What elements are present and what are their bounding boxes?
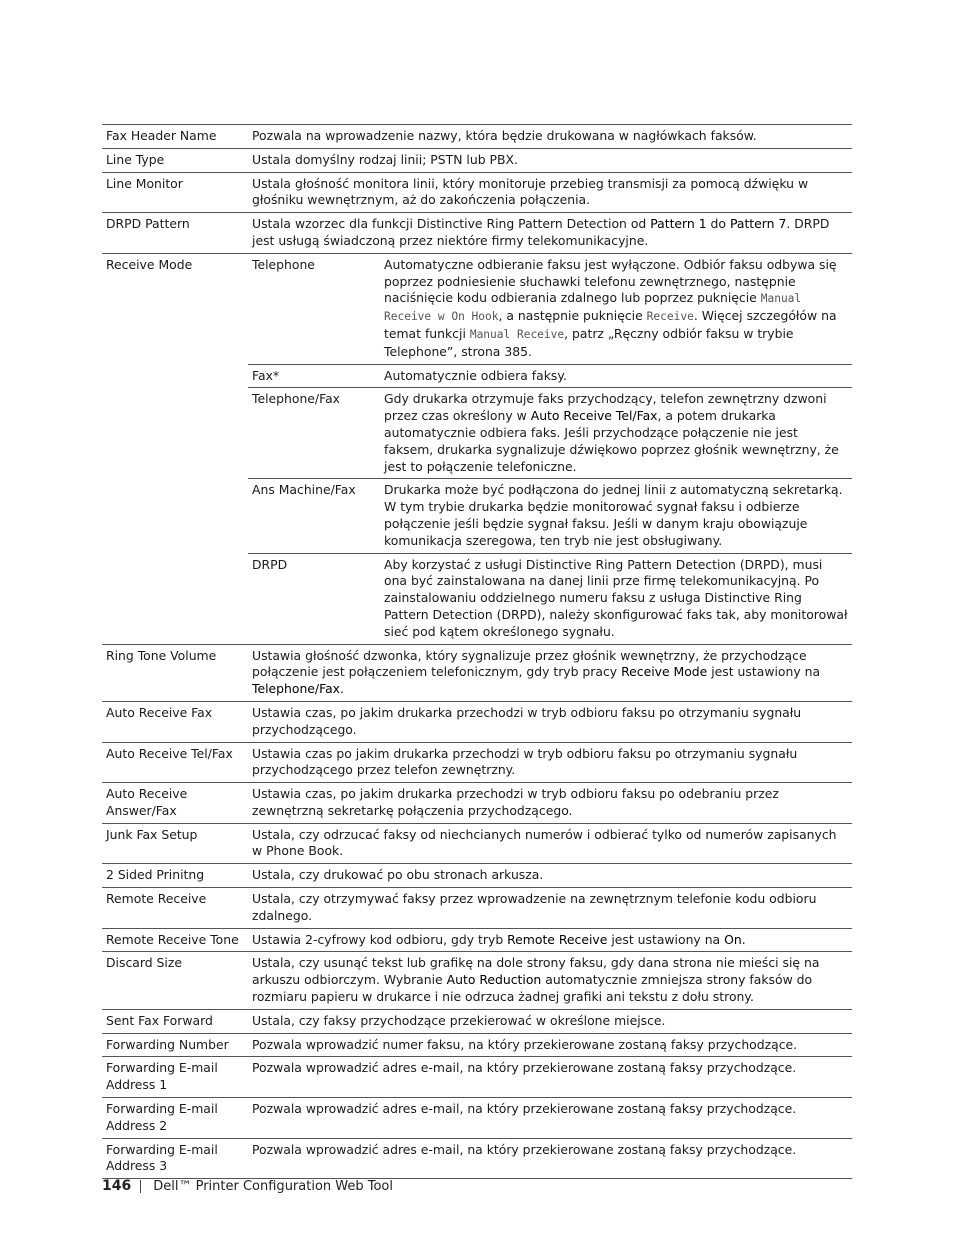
desc-text: .	[741, 931, 746, 947]
option-value: Pattern 1	[650, 216, 707, 232]
setting-name: DRPD Pattern	[102, 213, 248, 254]
setting-name: 2 Sided Prinitng	[102, 864, 248, 888]
desc-text: jest ustawiony na	[607, 931, 725, 947]
setting-name: Remote Receive	[102, 888, 248, 929]
setting-name: Discard Size	[102, 952, 248, 1009]
table-row	[102, 644, 852, 701]
option-value: Receive Mode	[621, 664, 708, 680]
setting-description: Ustala domyślny rodzaj linii; PSTN lub PBX.	[248, 148, 852, 172]
table-row	[102, 172, 852, 213]
table-row	[102, 783, 852, 824]
option-value: Auto Reduction	[446, 972, 542, 988]
desc-text: , a następnie puknięcie	[498, 308, 647, 324]
setting-name: Fax Header Name	[102, 125, 248, 149]
setting-name: Sent Fax Forward	[102, 1009, 248, 1033]
setting-name: Auto Receive Answer/Fax	[102, 783, 248, 824]
receive-mode-subtable	[248, 254, 852, 644]
setting-name: Forwarding E-mail Address 1	[102, 1057, 248, 1098]
setting-name: Auto Receive Fax	[102, 701, 248, 742]
desc-text: Ustawia głośność dzwonka, który sygnalizuje przez głośnik wewnętrzny, że przychodzące połączenie jest połączeniem telefonicznym, gdy tryb pracy	[252, 647, 807, 680]
option-description: Drukarka może być podłączona do jednej linii z automatyczną sekretarką. W tym trybie drukarka będzie monitorować sygnał faksu i odbierze połączenie jeśli będzie sygnał faksu. Jeśli w danym kraju obowiązuje komunikacja szeregowa, ten tryb nie jest obsługiwany.	[380, 479, 852, 553]
desc-text: Ustawia 2-cyfrowy kod odbioru, gdy tryb	[252, 931, 508, 947]
setting-description: Pozwala wprowadzić adres e-mail, na który przekierowane zostaną faksy przychodzące.	[248, 1098, 852, 1139]
setting-description: Pozwala wprowadzić adres e-mail, na który przekierowane zostaną faksy przychodzące.	[248, 1057, 852, 1098]
option-name: Telephone	[252, 256, 315, 272]
setting-name: Auto Receive Tel/Fax	[102, 742, 248, 783]
option-value: On	[724, 931, 742, 947]
option-name: Telephone/Fax	[248, 388, 380, 479]
desc-text: .	[340, 681, 344, 697]
setting-description: Pozwala wprowadzić numer faksu, na który przekierowane zostaną faksy przychodzące.	[248, 1033, 852, 1057]
table-row	[102, 1138, 852, 1179]
desc-text: jest ustawiony na	[707, 664, 821, 680]
setting-name: Line Type	[102, 148, 248, 172]
option-description	[380, 388, 852, 479]
subtable-row	[248, 254, 852, 364]
setting-name: Remote Receive Tone	[102, 928, 248, 952]
table-row	[102, 928, 852, 952]
table-row	[102, 213, 852, 254]
subtable-row	[248, 388, 852, 479]
ui-command: Receive	[646, 310, 694, 324]
setting-name: Ring Tone Volume	[102, 644, 248, 701]
setting-description: Ustala, czy odrzucać faksy od niechcianych numerów i odbierać tylko od numerów zapisanych w Phone Book.	[248, 823, 852, 864]
setting-description: Ustawia czas, po jakim drukarka przechodzi w tryb odbioru faksu po otrzymaniu sygnału przychodzącego.	[248, 701, 852, 742]
footer-title: Dell™ Printer Configuration Web Tool	[153, 1178, 393, 1194]
desc-text: . Więcej szczegółów na temat funkcji	[384, 308, 837, 341]
setting-name: Forwarding E-mail Address 3	[102, 1138, 248, 1179]
subtable-row	[248, 364, 852, 388]
setting-name: Forwarding E-mail Address 2	[102, 1098, 248, 1139]
setting-description: Pozwala wprowadzić adres e-mail, na który przekierowane zostaną faksy przychodzące.	[248, 1138, 852, 1179]
option-description: Aby korzystać z usługi Distinctive Ring Pattern Detection (DRPD), musi ona być zainstalowana na danej linii prze firmę telekomunikacyjną. Po zainstalowaniu oddzielnego numeru faksu z usługa Distinctive Ring Pattern Detection (DRPD), należy skonfigurować faks tak, aby monitorował sieć pod kątem określonego sygnału.	[380, 553, 852, 643]
subtable-row	[248, 553, 852, 643]
setting-description: Ustala, czy otrzymywać faksy przez wprowadzenie na zewnętrznym telefonie kodu odbioru zdalnego.	[248, 888, 852, 929]
option-value: Pattern 7	[729, 216, 787, 232]
setting-description	[248, 644, 852, 701]
settings-table	[102, 124, 852, 1179]
table-row	[102, 888, 852, 929]
option-name: Ans Machine/Fax	[248, 479, 380, 553]
table-row	[102, 1033, 852, 1057]
table-row	[102, 952, 852, 1009]
table-row	[102, 1057, 852, 1098]
footer-separator	[140, 1180, 141, 1193]
setting-description: Ustala, czy faksy przychodzące przekierować w określone miejsce.	[248, 1009, 852, 1033]
table-row	[102, 148, 852, 172]
setting-name: Forwarding Number	[102, 1033, 248, 1057]
desc-text: Gdy drukarka otrzymuje faks przychodzący, telefon zewnętrzny dzwoni przez czas określony w	[384, 391, 827, 424]
table-row	[102, 253, 852, 644]
option-name: Fax*	[248, 364, 380, 388]
setting-description	[248, 928, 852, 952]
setting-description: Pozwala na wprowadzenie nazwy, która będzie drukowana w nagłówkach faksów.	[248, 125, 852, 149]
table-row	[102, 742, 852, 783]
setting-description: Ustala głośność monitora linii, który monitoruje przebieg transmisji za pomocą dźwięku w głośniku wewnętrznym, aż do zakończenia połączenia.	[248, 172, 852, 213]
table-row	[102, 864, 852, 888]
option-value: Auto Receive Tel/Fax	[530, 408, 658, 424]
option-value: Remote Receive	[507, 931, 608, 947]
setting-name: Junk Fax Setup	[102, 823, 248, 864]
subtable-row	[248, 479, 852, 553]
ui-command: Manual Receive w On Hook	[384, 292, 802, 324]
option-description: Automatycznie odbiera faksy.	[380, 364, 852, 388]
table-row	[102, 701, 852, 742]
table-row	[102, 1098, 852, 1139]
setting-name: Line Monitor	[102, 172, 248, 213]
table-row	[102, 1009, 852, 1033]
desc-text: , patrz „Ręczny odbiór faksu w trybie Telephone”, strona 385.	[384, 325, 794, 359]
desc-text: Ustala wzorzec dla funkcji Distinctive Ring Pattern Detection od	[252, 216, 651, 232]
setting-name: Receive Mode	[102, 253, 248, 644]
setting-description	[248, 952, 852, 1009]
table-row	[102, 125, 852, 149]
desc-text: do	[706, 216, 730, 232]
setting-description: Ustawia czas, po jakim drukarka przechodzi w tryb odbioru faksu po odebraniu przez zewnętrzną sekretarkę połączenia przychodzącego.	[248, 783, 852, 824]
option-value: Telephone/Fax	[252, 681, 341, 697]
desc-text: , a potem drukarka automatycznie odbiera faks. Jeśli przychodzące połączenie nie jest faksem, drukarka sygnalizuje dźwiękowo poprzez głośnik wewnętrzny, że jest to połączenie telefoniczne.	[384, 408, 839, 474]
page-footer	[102, 1178, 393, 1194]
setting-description	[248, 213, 852, 254]
option-name: DRPD	[248, 553, 380, 643]
desc-text: Ustala, czy usunąć tekst lub grafikę na dole strony faksu, gdy dana strona nie mieści się na arkuszu odbiorczym. Wybranie	[252, 955, 820, 988]
ui-command: Manual Receive	[469, 327, 565, 341]
setting-description: Ustawia czas po jakim drukarka przechodzi w tryb odbioru faksu po otrzymaniu sygnału przychodzącego przez telefon zewnętrzny.	[248, 742, 852, 783]
setting-description: Ustala, czy drukować po obu stronach arkusza.	[248, 864, 852, 888]
page-number: 146	[102, 1178, 132, 1194]
desc-text: Automatyczne odbieranie faksu jest wyłączone. Odbiór faksu odbywa się poprzez podniesienie słuchawki telefonu zewnętrznego, następnie naciśnięcie kodu odbierania zdalnego lub poprzez puknięcie	[384, 256, 837, 306]
table-row	[102, 823, 852, 864]
desc-text: automatycznie zmniejsza strony faksów do rozmiaru papieru w drukarce i nie odrzuca żadnej grafiki ani tekstu z dołu strony.	[252, 972, 813, 1005]
desc-text: . DRPD jest usługą świadczoną przez niektóre firmy telekomunikacyjne.	[252, 216, 830, 248]
option-description	[380, 254, 852, 364]
receive-mode-options	[248, 253, 852, 644]
